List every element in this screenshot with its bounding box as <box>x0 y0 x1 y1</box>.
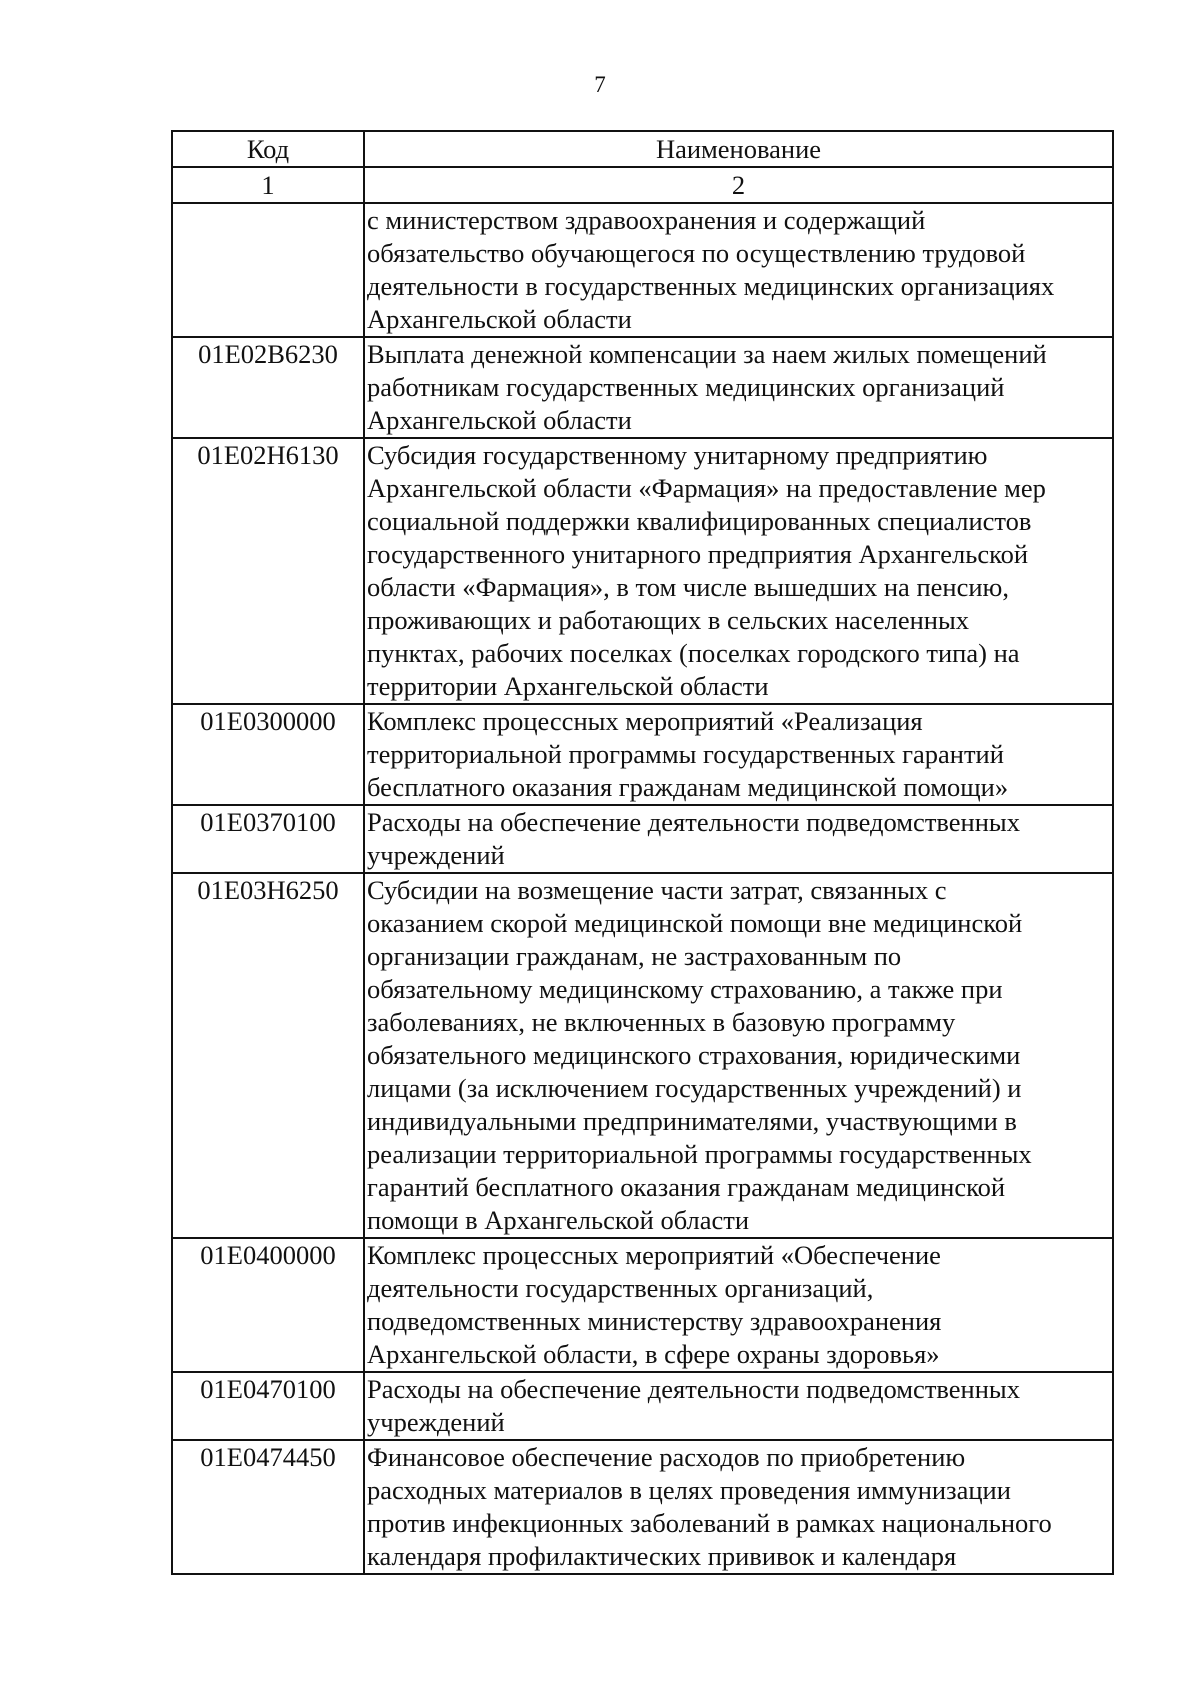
row-name-line: гарантий бесплатного оказания гражданам медицинской <box>367 1172 1006 1202</box>
row-name-line: Субсидия государственному унитарному предприятию <box>367 440 988 470</box>
row-name-line: области «Фармация», в том числе вышедших на пенсию, <box>367 572 1009 602</box>
page-number: 7 <box>594 72 606 97</box>
row-name <box>364 805 1113 873</box>
row-name-line: бесплатного оказания гражданам медицинской помощи» <box>367 772 1009 802</box>
row-name-line: Финансовое обеспечение расходов по приобретению <box>367 1442 966 1472</box>
row-code: 01Е0370100 <box>172 805 364 873</box>
table-header-row <box>172 131 1113 167</box>
table-row <box>172 438 1113 704</box>
table-row <box>172 1440 1113 1574</box>
row-name-line: пунктах, рабочих поселках (поселках городского типа) на <box>367 638 1020 668</box>
row-name-line: помощи в Архангельской области <box>367 1205 750 1235</box>
table-row <box>172 704 1113 805</box>
row-name-line: Субсидии на возмещение части затрат, связанных с <box>367 875 947 905</box>
row-name-line: обязательному медицинскому страхованию, а также при <box>367 974 1003 1004</box>
row-name-line: Комплекс процессных мероприятий «Обеспечение <box>367 1240 941 1270</box>
row-code: 01Е0470100 <box>172 1372 364 1440</box>
row-name <box>364 1372 1113 1440</box>
row-name <box>364 337 1113 438</box>
header-code: Код <box>172 131 364 167</box>
column-number-code: 1 <box>172 167 364 203</box>
row-name-line: лицами (за исключением государственных учреждений) и <box>367 1073 1022 1103</box>
row-code: 01Е02Н6130 <box>172 438 364 704</box>
row-code: 01Е02В6230 <box>172 337 364 438</box>
row-name <box>364 438 1113 704</box>
row-code: 01Е0400000 <box>172 1238 364 1372</box>
row-code <box>172 203 364 337</box>
table-row <box>172 805 1113 873</box>
row-name-line: территориальной программы государственных гарантий <box>367 739 1004 769</box>
row-code: 01Е0474450 <box>172 1440 364 1574</box>
row-name <box>364 203 1113 337</box>
row-name-line: проживающих и работающих в сельских населенных <box>367 605 970 635</box>
row-code: 01Е03Н6250 <box>172 873 364 1238</box>
row-name-line: Архангельской области «Фармация» на предоставление мер <box>367 473 1046 503</box>
table-row <box>172 337 1113 438</box>
table-body <box>172 203 1113 1574</box>
row-name-line: территории Архангельской области <box>367 671 769 701</box>
row-name-line: индивидуальными предпринимателями, участвующими в <box>367 1106 1017 1136</box>
row-name-line: расходных материалов в целях проведения иммунизации <box>367 1475 1011 1505</box>
column-number-name: 2 <box>364 167 1113 203</box>
row-name-line: обязательного медицинского страхования, юридическими <box>367 1040 1021 1070</box>
row-name-line: подведомственных министерству здравоохранения <box>367 1306 942 1336</box>
row-name-line: Архангельской области <box>367 405 632 435</box>
row-name-line: работникам государственных медицинских организаций <box>367 372 1005 402</box>
row-name-line: учреждений <box>367 1407 505 1437</box>
row-name-line: деятельности государственных организаций, <box>367 1273 874 1303</box>
table-row <box>172 1238 1113 1372</box>
table-row <box>172 203 1113 337</box>
row-name-line: деятельности в государственных медицинских организациях <box>367 271 1055 301</box>
table-row <box>172 873 1113 1238</box>
row-name-line: календаря профилактических прививок и календаря <box>367 1541 957 1571</box>
row-name-line: заболеваниях, не включенных в базовую программу <box>367 1007 956 1037</box>
row-name-line: с министерством здравоохранения и содержащий <box>367 205 926 235</box>
row-name-line: обязательство обучающегося по осуществлению трудовой <box>367 238 1026 268</box>
row-name <box>364 1238 1113 1372</box>
row-name <box>364 873 1113 1238</box>
row-name-line: реализации территориальной программы государственных <box>367 1139 1032 1169</box>
row-name-line: Архангельской области <box>367 304 632 334</box>
row-code: 01Е0300000 <box>172 704 364 805</box>
row-name <box>364 1440 1113 1574</box>
row-name-line: Расходы на обеспечение деятельности подведомственных <box>367 1374 1020 1404</box>
budget-codes-table <box>171 130 1114 1575</box>
row-name-line: Архангельской области, в сфере охраны здоровья» <box>367 1339 940 1369</box>
row-name-line: оказанием скорой медицинской помощи вне медицинской <box>367 908 1023 938</box>
row-name-line: Комплекс процессных мероприятий «Реализация <box>367 706 923 736</box>
table-row <box>172 1372 1113 1440</box>
row-name-line: государственного унитарного предприятия Архангельской <box>367 539 1029 569</box>
header-name: Наименование <box>364 131 1113 167</box>
row-name-line: организации гражданам, не застрахованным по <box>367 941 902 971</box>
row-name <box>364 704 1113 805</box>
column-number-row <box>172 167 1113 203</box>
row-name-line: против инфекционных заболеваний в рамках национального <box>367 1508 1052 1538</box>
row-name-line: социальной поддержки квалифицированных специалистов <box>367 506 1032 536</box>
row-name-line: учреждений <box>367 840 505 870</box>
row-name-line: Расходы на обеспечение деятельности подведомственных <box>367 807 1020 837</box>
row-name-line: Выплата денежной компенсации за наем жилых помещений <box>367 339 1047 369</box>
